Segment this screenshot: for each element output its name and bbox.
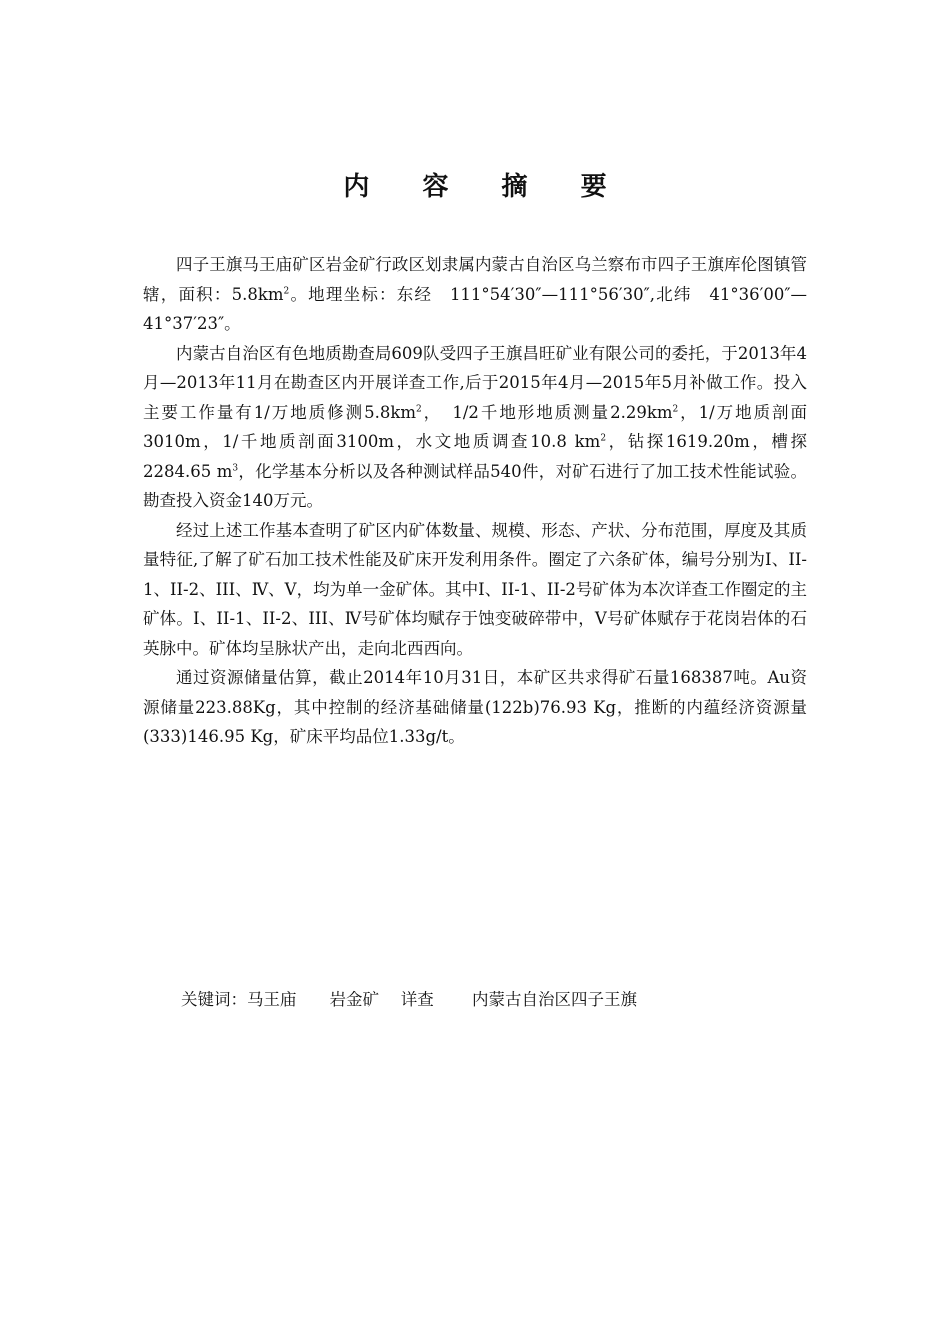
paragraph-text: 。地理坐标：东经 111°54′30″—111°56′30″,北纬 41°36′00″—41°37′23″。	[143, 284, 807, 333]
page-title: 内 容 摘 要	[343, 172, 629, 202]
abstract-body	[143, 250, 807, 752]
superscript: 2	[283, 286, 290, 296]
paragraph-text: ，钻探1619.20m，槽探2284.65 m	[143, 432, 807, 481]
superscript: 2	[415, 404, 422, 414]
paragraph-text: ，化学基本分析以及各种测试样品540件，对矿石进行了加工技术性能试验。勘查投入资金140万元。	[143, 461, 807, 510]
paragraph-workload	[143, 339, 807, 516]
keywords-line: 关键词：马王庙 岩金矿 详查 内蒙古自治区四子王旗	[181, 990, 637, 1009]
superscript: 3	[232, 463, 239, 473]
paragraph-reserves	[143, 663, 807, 752]
paragraph-text: ， 1/2千地形地质测量2.29km	[421, 402, 673, 422]
paragraph-text: 内蒙古自治区有色地质勘查局609队受四子王旗昌旺矿业有限公司的委托，于2013年4月—2013年11月在勘查区内开展详查工作,后于2015年4月—2015年5月补做工作。投入主要工作量有1/万地质修测5.8km	[143, 343, 807, 422]
paragraph-orebodies	[143, 516, 807, 664]
paragraph-text: ，1/万地质剖面3010m，1/千地质剖面3100m，水文地质调查10.8 km	[143, 402, 808, 451]
paragraph-location	[143, 250, 807, 339]
paragraph-text: 四子王旗马王庙矿区岩金矿行政区划隶属内蒙古自治区乌兰察布市四子王旗库伦图镇管辖，面积：5.8km	[143, 255, 807, 304]
paragraph-text: 经过上述工作基本查明了矿区内矿体数量、规模、形态、产状、分布范围，厚度及其质量特征,了解了矿石加工技术性能及矿床开发利用条件。圈定了六条矿体，编号分别为Ⅰ、II-1、II-2、III、Ⅳ、Ⅴ，均为单一金矿体。其中Ⅰ、II-1、II-2号矿体为本次详查工作圈定的主矿体。Ⅰ、II-1、II-2、III、Ⅳ号矿体均赋存于蚀变破碎带中，Ⅴ号矿体赋存于花岗岩体的石英脉中。矿体均呈脉状产出，走向北西西向。	[143, 520, 807, 658]
superscript: 2	[600, 433, 607, 444]
paragraph-text: 通过资源储量估算，截止2014年10月31日，本矿区共求得矿石量168387吨。Au资源储量223.88Kg，其中控制的经济基础储量(122b)76.93 Kg，推断的内蕴经济资源量(333)146.95 Kg，矿床平均品位1.33g/t。	[143, 668, 807, 746]
superscript: 2	[672, 404, 679, 414]
